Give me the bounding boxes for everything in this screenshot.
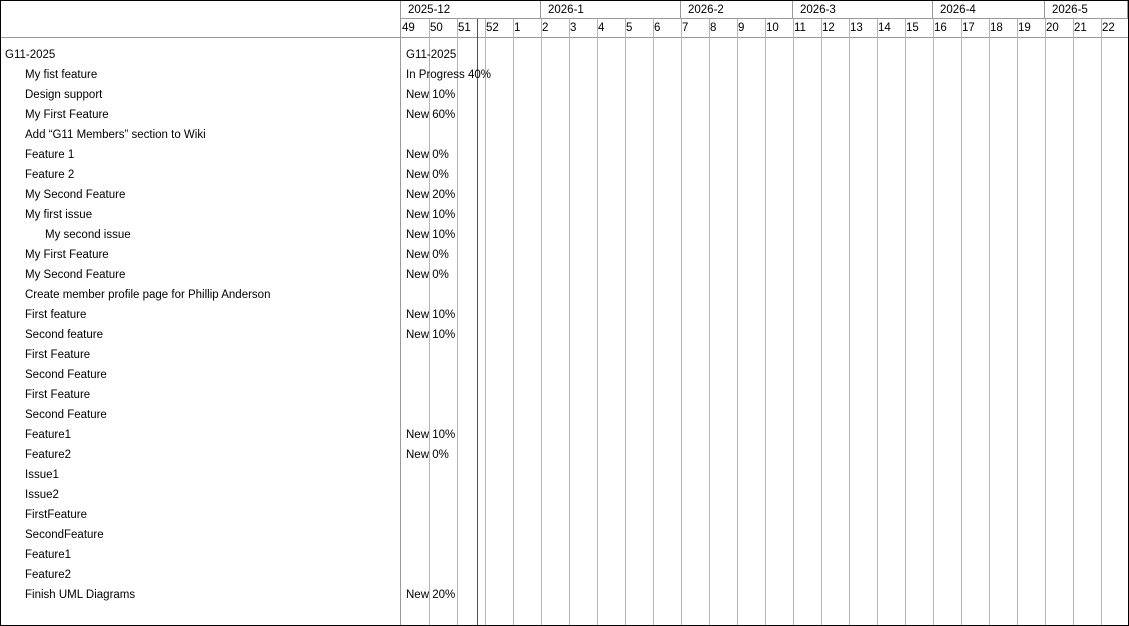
month-header: 2026-1 <box>541 1 681 19</box>
week-grid-line <box>569 19 570 625</box>
subject-row[interactable]: First Feature <box>25 389 91 401</box>
subject-row[interactable]: First feature <box>25 309 87 321</box>
task-status-label: New 10% <box>406 429 456 441</box>
week-grid-line <box>485 19 486 625</box>
week-grid-line <box>457 19 458 625</box>
week-header: 5 <box>626 22 633 34</box>
subject-row[interactable]: Feature1 <box>25 429 72 441</box>
task-status-label: New 0% <box>406 249 449 261</box>
subject-row[interactable]: Feature1 <box>25 549 72 561</box>
week-header: 3 <box>570 22 577 34</box>
week-header: 52 <box>486 22 499 34</box>
week-grid-line <box>989 19 990 625</box>
week-header: 16 <box>934 22 947 34</box>
subject-row[interactable]: Second Feature <box>25 409 107 421</box>
subject-row[interactable]: Finish UML Diagrams <box>25 589 136 601</box>
week-header: 18 <box>990 22 1003 34</box>
task-status-label: New 10% <box>406 329 456 341</box>
task-status-label: New 60% <box>406 109 456 121</box>
task-status-label: New 10% <box>406 209 456 221</box>
task-status-label: New 0% <box>406 449 449 461</box>
subject-row[interactable]: Feature 1 <box>25 149 75 161</box>
week-grid-line <box>541 19 542 625</box>
week-header: 6 <box>654 22 661 34</box>
gantt-subjects-column <box>1 1 401 625</box>
week-header: 7 <box>682 22 689 34</box>
task-status-label: G11-2025 <box>406 49 457 61</box>
today-marker-line <box>477 19 478 625</box>
week-header: 51 <box>458 22 471 34</box>
week-grid-line <box>933 19 934 625</box>
week-grid-line <box>765 19 766 625</box>
week-header: 9 <box>738 22 745 34</box>
task-status-label: New 0% <box>406 269 449 281</box>
week-header: 17 <box>962 22 975 34</box>
subject-row[interactable]: Issue1 <box>25 469 59 481</box>
week-header: 11 <box>794 22 806 34</box>
task-status-label: New 10% <box>406 309 456 321</box>
week-header: 12 <box>822 22 835 34</box>
week-grid-line <box>653 19 654 625</box>
subject-row[interactable]: My second issue <box>45 229 131 241</box>
week-grid-line <box>1073 19 1074 625</box>
subject-row[interactable]: Second feature <box>25 329 104 341</box>
subject-row[interactable]: Add “G11 Members” section to Wiki <box>25 129 206 141</box>
week-grid-line <box>793 19 794 625</box>
week-header: 10 <box>766 22 779 34</box>
task-status-label: New 10% <box>406 229 456 241</box>
week-header: 8 <box>710 22 717 34</box>
week-header: 2 <box>542 22 549 34</box>
month-header: 2025-12 <box>401 1 541 19</box>
task-status-label: New 20% <box>406 589 456 601</box>
subject-row[interactable]: Create member profile page for Phillip Anderson <box>25 289 271 301</box>
subject-row[interactable]: G11-2025 <box>5 49 56 61</box>
week-header: 13 <box>850 22 863 34</box>
subject-row[interactable]: Issue2 <box>25 489 59 501</box>
week-grid-line <box>877 19 878 625</box>
week-header: 50 <box>430 22 443 34</box>
subject-row[interactable]: My First Feature <box>25 249 109 261</box>
subject-row[interactable]: My first issue <box>25 209 93 221</box>
subject-row[interactable]: My Second Feature <box>25 269 126 281</box>
subject-row[interactable]: First Feature <box>25 349 91 361</box>
week-header: 49 <box>402 22 415 34</box>
subject-row[interactable]: Feature2 <box>25 449 72 461</box>
month-header: 2026-2 <box>681 1 793 19</box>
gantt-timeline <box>401 1 1128 625</box>
week-grid-line <box>709 19 710 625</box>
week-header: 1 <box>514 22 521 34</box>
month-header: 2026-3 <box>793 1 933 19</box>
week-grid-line <box>905 19 906 625</box>
week-header: 22 <box>1102 22 1115 34</box>
week-header: 21 <box>1074 22 1087 34</box>
subject-row[interactable]: Feature 2 <box>25 169 75 181</box>
week-grid-line <box>737 19 738 625</box>
subject-row[interactable]: My Second Feature <box>25 189 126 201</box>
week-grid-line <box>1045 19 1046 625</box>
week-grid-line <box>681 19 682 625</box>
subject-row[interactable]: SecondFeature <box>25 529 104 541</box>
task-status-label: New 10% <box>406 89 456 101</box>
week-grid-line <box>597 19 598 625</box>
week-grid-line <box>821 19 822 625</box>
week-header: 4 <box>598 22 605 34</box>
subject-row[interactable]: Design support <box>25 89 103 101</box>
task-status-label: New 20% <box>406 189 456 201</box>
week-grid-line <box>625 19 626 625</box>
week-header: 14 <box>878 22 891 34</box>
task-status-label: In Progress 40% <box>406 69 492 81</box>
subject-row[interactable]: FirstFeature <box>25 509 87 521</box>
gantt-subjects-header <box>1 1 400 38</box>
subject-row[interactable]: My fist feature <box>25 69 98 81</box>
subject-row[interactable]: Feature2 <box>25 569 72 581</box>
week-header: 15 <box>906 22 919 34</box>
task-status-label: New 0% <box>406 149 449 161</box>
task-status-label: New 0% <box>406 169 449 181</box>
month-header: 2026-4 <box>933 1 1045 19</box>
week-header: 20 <box>1046 22 1059 34</box>
week-grid-line <box>849 19 850 625</box>
week-grid-line <box>513 19 514 625</box>
week-grid-line <box>1017 19 1018 625</box>
week-header: 19 <box>1018 22 1031 34</box>
subject-row[interactable]: Second Feature <box>25 369 107 381</box>
subject-row[interactable]: My First Feature <box>25 109 109 121</box>
week-grid-line <box>961 19 962 625</box>
week-grid-line <box>1101 19 1102 625</box>
month-header: 2026-5 <box>1045 1 1128 19</box>
